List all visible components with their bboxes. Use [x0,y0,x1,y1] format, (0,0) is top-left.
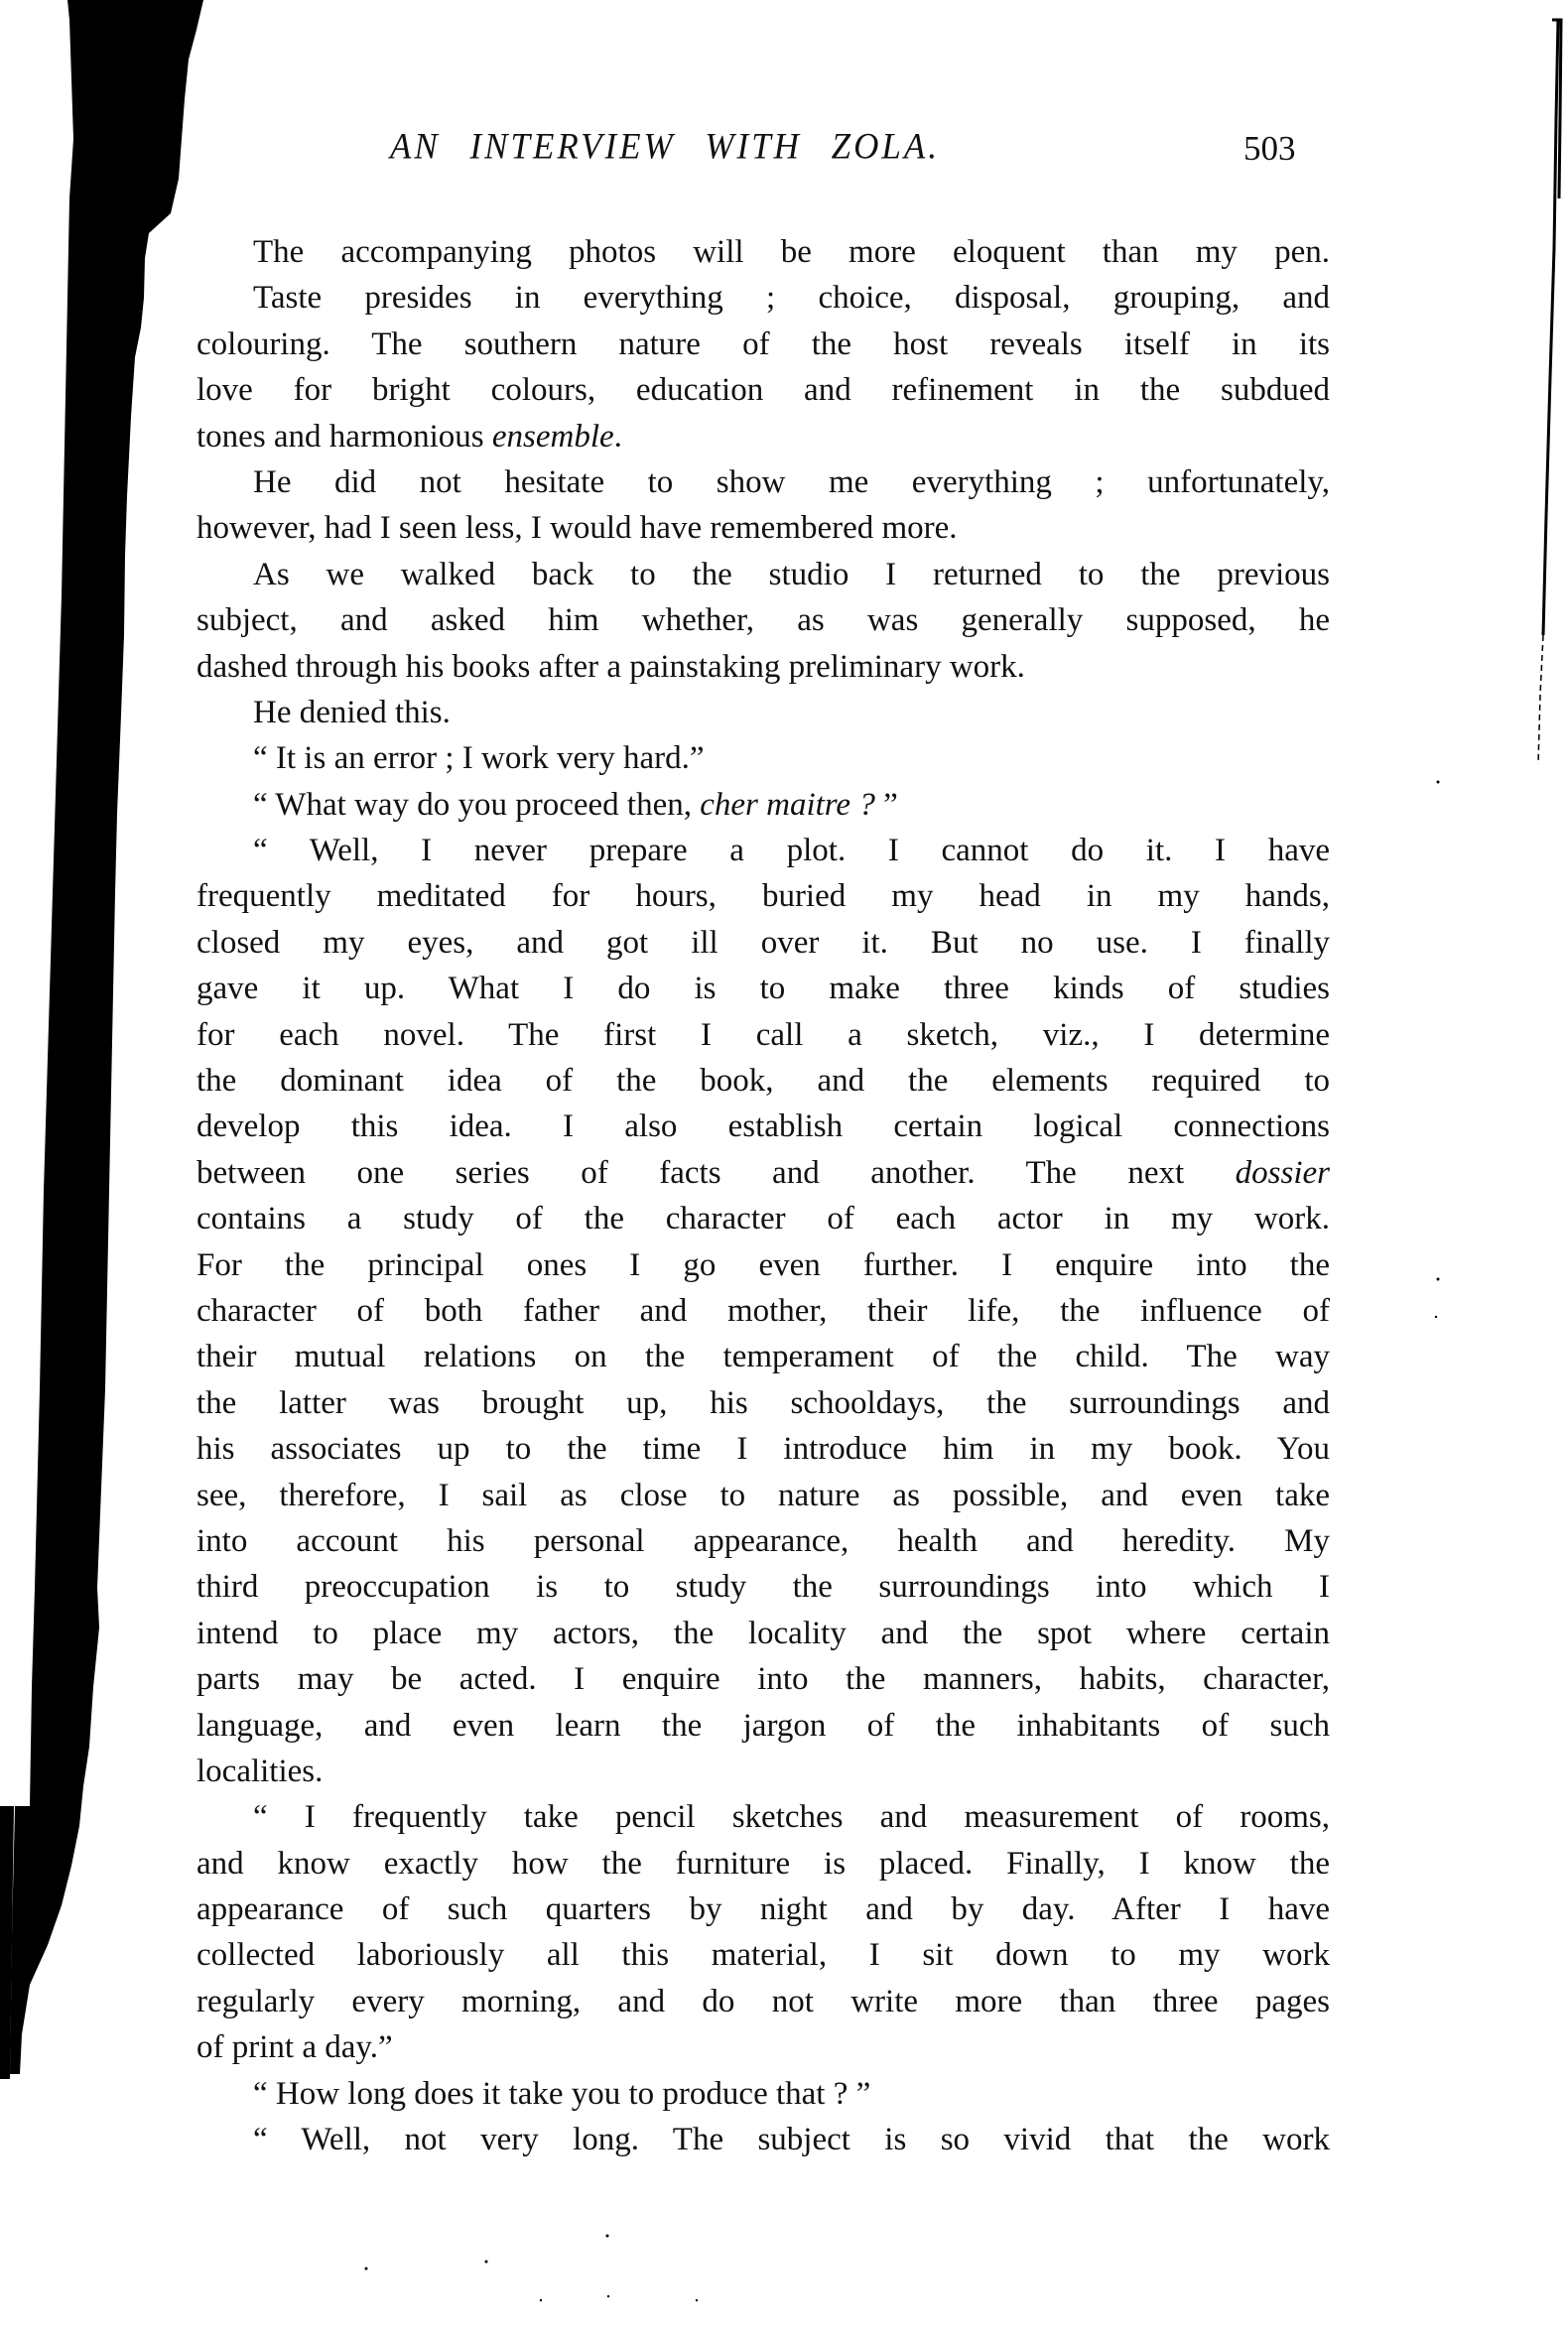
article-body [196,229,1330,2162]
text-line: the latter was brought up, his schooldays, the surroundings and [196,1384,1330,1421]
text-run: tones and harmonious [196,418,492,455]
text-line: and know exactly how the furniture is placed. Finally, I know the [196,1845,1330,1882]
text-line: appearance of such quarters by night and by day. After I have [196,1891,1330,1928]
text-line: the dominant idea of the book, and the elements required to [196,1063,1330,1100]
text-line: collected laboriously all this material, I sit down to my work [196,1937,1330,1974]
text-line: their mutual relations on the temperament of the child. The way [196,1339,1330,1375]
text-line: gave it up. What I do is to make three kinds of studies [196,971,1330,1007]
text-run: ” [874,786,898,823]
text-line: love for bright colours, education and refinement in the subdued [196,372,1330,409]
text-line: localities. [196,1753,324,1789]
text-line: language, and even learn the jargon of the inhabitants of such [196,1707,1330,1744]
text-line: As we walked back to the studio I returned to the previous [253,556,1330,592]
text-line: regularly every morning, and do not write more than three pages [196,1983,1330,2019]
text-line: For the principal ones I go even further. I enquire into the [196,1246,1330,1283]
text-line: Taste presides in everything ; choice, disposal, grouping, and [253,280,1330,317]
text-line: for each novel. The first I call a sketch, viz., I determine [196,1016,1330,1053]
text-line: however, had I seen less, I would have remembered more. [196,510,958,547]
italic-phrase: cher maitre ? [700,786,875,823]
text-line [196,414,1330,459]
text-line: into account his personal appearance, health and heredity. My [196,1522,1330,1559]
text-line: frequently meditated for hours, buried my head in my hands, [196,878,1330,915]
text-line: third preoccupation is to study the surroundings into which I [196,1569,1330,1606]
text-line: He denied this. [253,694,451,730]
text-line: “ I frequently take pencil sketches and measurement of rooms, [253,1799,1330,1836]
text-line [196,1150,1330,1196]
page-number: 503 [1243,129,1296,168]
italic-phrase: dossier [1235,1154,1330,1191]
text-line: his associates up to the time I introduce him in my book. You [196,1431,1330,1468]
text-line: “ How long does it take you to produce that ? ” [253,2075,871,2112]
text-line: develop this idea. I also establish certain logical connections [196,1108,1330,1145]
text-run: . [613,418,622,455]
text-line: closed my eyes, and got ill over it. But no use. I finally [196,924,1330,961]
text-line: character of both father and mother, their life, the influence of [196,1292,1330,1329]
text-line: colouring. The southern nature of the host reveals itself in its [196,325,1330,362]
text-line: subject, and asked him whether, as was generally supposed, he [196,602,1330,639]
text-line: parts may be acted. I enquire into the manners, habits, character, [196,1661,1330,1698]
text-line [196,782,1330,828]
scan-page-edge-right [1528,0,1568,1191]
text-line: of print a day.” [196,2029,393,2066]
text-run: between one series of facts and another. The next [196,1154,1236,1191]
italic-phrase: ensemble [491,418,614,455]
text-line: The accompanying photos will be more eloquent than my pen. [253,234,1330,270]
text-line: “ Well, I never prepare a plot. I cannot do it. I have [253,833,1330,869]
text-line: He did not hesitate to show me everything ; unfortunately, [253,463,1330,500]
text-line: intend to place my actors, the locality and the spot where certain [196,1615,1330,1651]
text-line: see, therefore, I sail as close to nature as possible, and even take [196,1477,1330,1513]
running-title: AN INTERVIEW WITH ZOLA. [390,126,941,167]
text-line: dashed through his books after a painstaking preliminary work. [196,648,1025,685]
text-line: “ Well, not very long. The subject is so vivid that the work [253,2122,1330,2158]
text-line: contains a study of the character of each actor in my work. [196,1201,1330,1237]
text-line: “ It is an error ; I work very hard.” [253,740,705,777]
running-head [0,127,1568,177]
text-run: “ What way do you proceed then, [253,786,701,823]
